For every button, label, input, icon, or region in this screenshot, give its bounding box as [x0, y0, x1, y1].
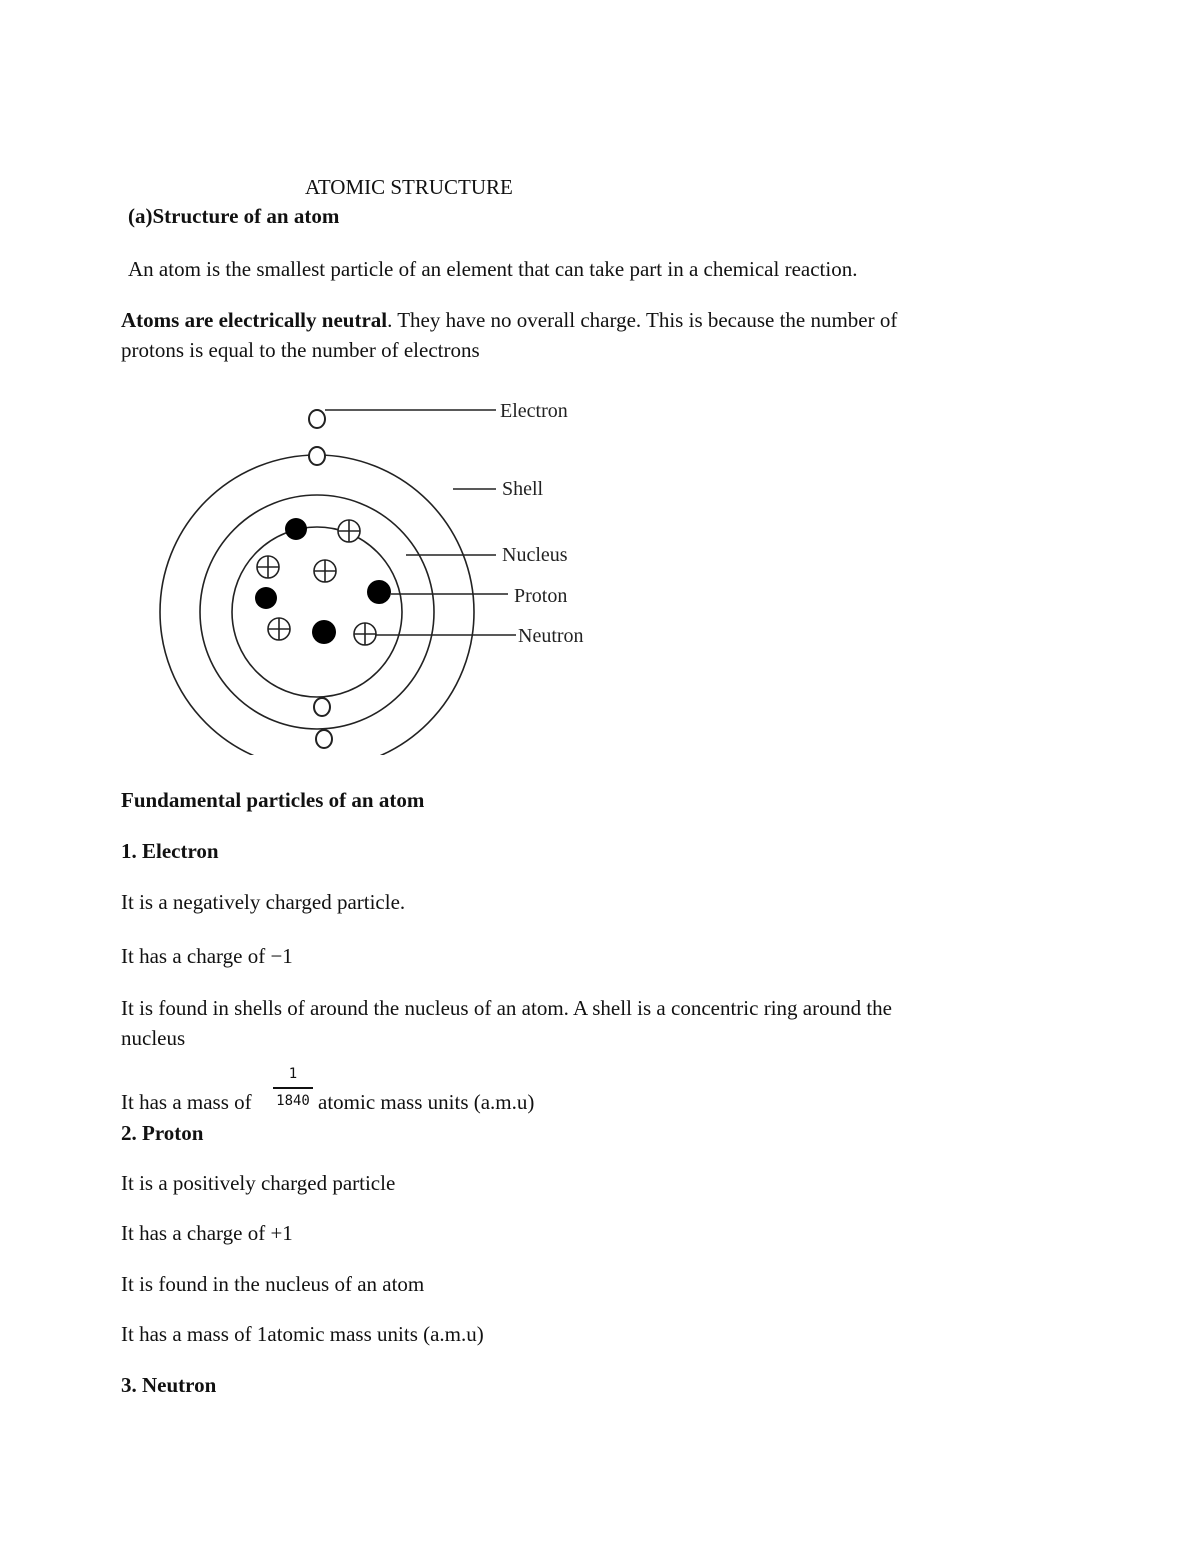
label-proton: Proton	[514, 585, 568, 607]
electron-heading: 1. Electron	[121, 839, 219, 863]
neutron-icon	[268, 618, 290, 640]
electron-mass-suffix: atomic mass units (a.m.u)	[318, 1090, 535, 1114]
electron-line3a: It is found in shells of around the nucleus of an atom. A shell is a concentric ring around the	[121, 996, 892, 1020]
electron-icon	[316, 730, 332, 748]
neutron-icon	[257, 556, 279, 578]
neutron-icon	[338, 520, 360, 542]
label-neutron: Neutron	[518, 625, 584, 647]
atom-diagram	[150, 385, 620, 755]
neutral-paragraph-line2: protons is equal to the number of electrons	[121, 338, 480, 362]
electron-icon	[309, 447, 325, 465]
label-shell: Shell	[502, 478, 544, 500]
label-electron: Electron	[500, 400, 568, 422]
electron-line1: It is a negatively charged particle.	[121, 890, 406, 914]
electron-mass-prefix: It has a mass of	[121, 1090, 252, 1114]
neutral-bold-text: Atoms are electrically neutral	[121, 308, 388, 332]
nucleus-boundary	[232, 527, 402, 697]
middle-shell	[200, 495, 434, 729]
electron-icon	[314, 698, 330, 716]
atom-definition: An atom is the smallest particle of an element that can take part in a chemical reaction.	[128, 257, 858, 281]
electron-line3b: nucleus	[121, 1026, 186, 1050]
proton-line2: It has a charge of +1	[121, 1221, 293, 1245]
neutral-paragraph-line1	[121, 308, 897, 332]
neutron-icon	[354, 623, 376, 645]
mass-fraction-numerator: 1	[288, 1066, 298, 1082]
fundamental-heading: Fundamental particles of an atom	[121, 788, 425, 812]
proton-icon	[285, 518, 307, 540]
neutron-heading: 3. Neutron	[121, 1373, 217, 1397]
neutron-icon	[314, 560, 336, 582]
mass-fraction-denominator: 1840	[276, 1093, 310, 1109]
page-title: ATOMIC STRUCTURE	[305, 175, 513, 199]
mass-fraction-bar	[273, 1087, 313, 1089]
label-nucleus: Nucleus	[502, 544, 568, 566]
proton-line4: It has a mass of 1atomic mass units (a.m.u)	[121, 1322, 484, 1346]
proton-heading: 2. Proton	[121, 1121, 204, 1145]
proton-icon	[255, 587, 277, 609]
proton-icon	[312, 620, 336, 644]
neutral-rest-text: . They have no overall charge. This is because the number of	[387, 308, 898, 332]
proton-line1: It is a positively charged particle	[121, 1171, 396, 1195]
electron-line2: It has a charge of −1	[121, 944, 293, 968]
proton-line3: It is found in the nucleus of an atom	[121, 1272, 425, 1296]
electron-icon	[309, 410, 325, 428]
section-heading: (a)Structure of an atom	[128, 204, 340, 228]
proton-icon	[367, 580, 391, 604]
